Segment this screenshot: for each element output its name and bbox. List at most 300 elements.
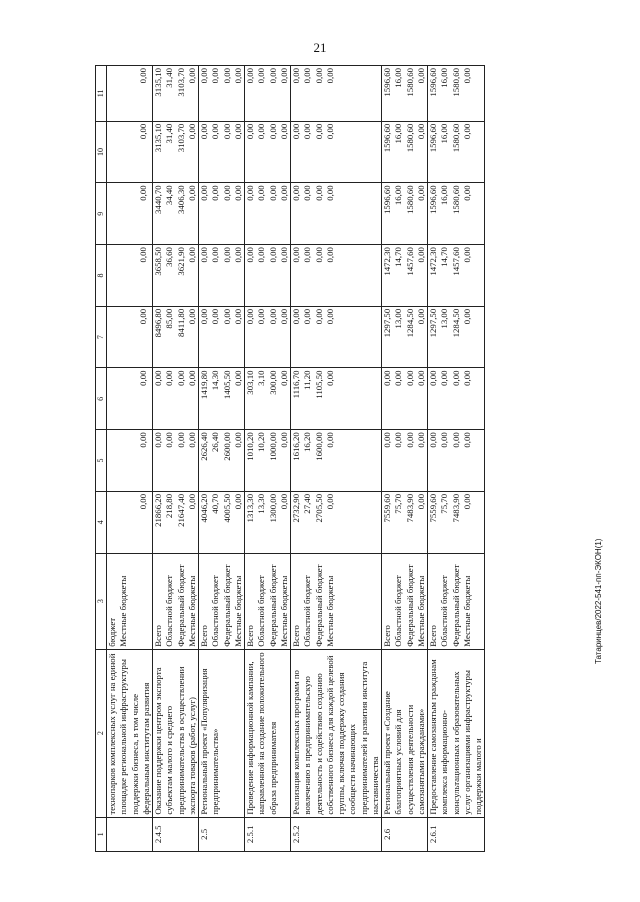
value: 0,00 bbox=[461, 123, 472, 140]
value: 0,00 bbox=[175, 432, 186, 448]
value: 0,00 bbox=[450, 432, 461, 448]
value: 21866,20 bbox=[153, 493, 164, 527]
value: 2732,90 bbox=[291, 493, 302, 523]
value: 31,40 bbox=[164, 68, 175, 88]
row-name: Предоставление самозанятым гражданам комплекса информационно-консультационных и образовательных услуг организациями инфраструктуры поддержки малого и bbox=[428, 649, 485, 817]
value: 0,00 bbox=[461, 247, 472, 263]
value-cell bbox=[291, 430, 382, 492]
table-row bbox=[199, 66, 245, 852]
funding-source-label: Местные бюджеты bbox=[415, 575, 426, 647]
value-cell bbox=[382, 306, 428, 368]
value-cell bbox=[382, 66, 428, 122]
value-cell bbox=[107, 430, 153, 492]
value: 13,00 bbox=[393, 308, 404, 329]
value-cell bbox=[382, 183, 428, 245]
value: 1010,20 bbox=[245, 432, 256, 461]
value: 0,00 bbox=[382, 432, 393, 448]
value: 3135,10 bbox=[153, 123, 164, 153]
value: 0,00 bbox=[461, 432, 472, 448]
value-cell bbox=[153, 121, 199, 183]
value-cell bbox=[428, 66, 485, 122]
value: 1457,60 bbox=[404, 247, 415, 276]
funding-source-label: Местные бюджеты bbox=[278, 575, 289, 647]
value: 0,00 bbox=[153, 370, 164, 386]
value-cell bbox=[428, 245, 485, 307]
value-cell bbox=[428, 491, 485, 553]
value: 0,00 bbox=[302, 247, 313, 263]
funding-source-label: Местные бюджеты bbox=[324, 575, 335, 647]
table-row bbox=[428, 66, 485, 852]
value: 0,00 bbox=[138, 370, 149, 386]
value-cell bbox=[153, 66, 199, 122]
value: 1580,60 bbox=[450, 185, 461, 214]
value: 7483,90 bbox=[450, 493, 461, 523]
value: 0,00 bbox=[256, 308, 267, 325]
value: 0,00 bbox=[267, 68, 278, 84]
col-num: 10 bbox=[96, 121, 107, 183]
value: 0,00 bbox=[278, 370, 289, 386]
value: 0,00 bbox=[415, 68, 426, 84]
value: 1600,00 bbox=[313, 432, 324, 461]
col-num: 9 bbox=[96, 183, 107, 245]
value: 16,00 bbox=[393, 185, 404, 206]
value-cell bbox=[153, 491, 199, 553]
value: 0,00 bbox=[461, 493, 472, 510]
value-cell bbox=[245, 430, 291, 492]
row-id: 2.5 bbox=[199, 817, 245, 851]
value: 0,00 bbox=[199, 123, 210, 140]
value: 1313,30 bbox=[245, 493, 256, 523]
value: 26,40 bbox=[210, 432, 221, 452]
value: 0,00 bbox=[291, 68, 302, 84]
value-cell bbox=[245, 121, 291, 183]
value: 0,00 bbox=[232, 308, 243, 325]
value: 0,00 bbox=[245, 68, 256, 84]
funding-sources bbox=[153, 553, 199, 649]
value: 0,00 bbox=[232, 432, 243, 448]
value: 14,70 bbox=[393, 247, 404, 267]
funding-source-label: Областной бюджет bbox=[164, 575, 175, 647]
value: 1472,30 bbox=[382, 247, 393, 276]
funding-source-label: Местные бюджеты bbox=[461, 575, 472, 647]
value: 0,00 bbox=[313, 68, 324, 84]
funding-source-label: Местные бюджеты bbox=[232, 575, 243, 647]
value: 0,00 bbox=[313, 185, 324, 201]
row-id: 2.5.2 bbox=[291, 817, 382, 851]
value: 40,70 bbox=[210, 493, 221, 514]
value: 0,00 bbox=[461, 68, 472, 84]
funding-source-label: Областной бюджет bbox=[393, 575, 404, 647]
funding-source-label: бюджет bbox=[107, 617, 118, 647]
value: 1297,50 bbox=[382, 308, 393, 338]
value-cell bbox=[107, 245, 153, 307]
value: 1580,60 bbox=[450, 123, 461, 153]
funding-source-label: Областной бюджет bbox=[302, 575, 313, 647]
value: 0,00 bbox=[278, 432, 289, 448]
value: 0,00 bbox=[267, 185, 278, 201]
value: 3,10 bbox=[256, 370, 267, 386]
value: 0,00 bbox=[278, 493, 289, 510]
value: 1284,50 bbox=[450, 308, 461, 338]
value: 0,00 bbox=[278, 123, 289, 140]
value-cell bbox=[428, 121, 485, 183]
col-num: 1 bbox=[96, 817, 107, 851]
value: 3103,70 bbox=[175, 123, 186, 153]
value-cell bbox=[428, 430, 485, 492]
value: 16,20 bbox=[302, 432, 313, 452]
value: 0,00 bbox=[278, 308, 289, 325]
value-cell bbox=[291, 368, 382, 430]
value: 0,00 bbox=[382, 370, 393, 386]
value bbox=[107, 432, 118, 489]
value: 0,00 bbox=[415, 370, 426, 386]
value: 0,00 bbox=[278, 185, 289, 201]
document-code: Татаринцев/2022-541-пп-ЭКОН(1) bbox=[594, 538, 603, 664]
value: 1596,60 bbox=[428, 123, 439, 153]
funding-source-label: Всего bbox=[291, 625, 302, 647]
value: 0,00 bbox=[302, 68, 313, 84]
value: 0,00 bbox=[439, 432, 450, 448]
value: 0,00 bbox=[428, 432, 439, 448]
value: 16,00 bbox=[393, 68, 404, 88]
value: 1105,50 bbox=[313, 370, 324, 399]
col-num: 3 bbox=[96, 553, 107, 649]
value-cell bbox=[382, 245, 428, 307]
value: 2626,40 bbox=[199, 432, 210, 461]
value: 0,00 bbox=[461, 370, 472, 386]
value: 7483,90 bbox=[404, 493, 415, 523]
value-cell bbox=[291, 306, 382, 368]
value: 75,70 bbox=[439, 493, 450, 514]
value: 0,00 bbox=[210, 123, 221, 140]
funding-source-label: Федеральный бюджет bbox=[404, 564, 415, 647]
value: 0,00 bbox=[256, 247, 267, 263]
value: 0,00 bbox=[291, 185, 302, 201]
value: 3103,70 bbox=[175, 68, 186, 97]
value: 0,00 bbox=[291, 308, 302, 325]
value: 85,00 bbox=[164, 308, 175, 329]
value: 1300,00 bbox=[267, 493, 278, 523]
value: 0,00 bbox=[232, 123, 243, 140]
funding-source-label: Областной бюджет bbox=[210, 575, 221, 647]
col-num: 7 bbox=[96, 306, 107, 368]
value: 7559,60 bbox=[382, 493, 393, 523]
value: 0,00 bbox=[324, 308, 335, 325]
value: 1580,60 bbox=[404, 123, 415, 153]
funding-source-label: Местные бюджеты bbox=[118, 575, 129, 647]
value-cell bbox=[199, 430, 245, 492]
column-number-row bbox=[96, 66, 107, 852]
value: 1596,60 bbox=[382, 123, 393, 153]
value-cell bbox=[291, 491, 382, 553]
value: 0,00 bbox=[291, 247, 302, 263]
value: 0,00 bbox=[324, 247, 335, 263]
funding-sources bbox=[245, 553, 291, 649]
value-cell bbox=[245, 306, 291, 368]
value-cell bbox=[107, 183, 153, 245]
value: 1580,60 bbox=[404, 68, 415, 97]
value: 0,00 bbox=[256, 68, 267, 84]
value: 16,00 bbox=[439, 68, 450, 88]
page-number: 21 bbox=[313, 40, 327, 55]
value-cell bbox=[245, 66, 291, 122]
value: 0,00 bbox=[186, 185, 197, 201]
value: 0,00 bbox=[186, 247, 197, 263]
value: 0,00 bbox=[232, 493, 243, 510]
value-cell bbox=[153, 245, 199, 307]
row-id: 2.4.5 bbox=[153, 817, 199, 851]
value-cell bbox=[428, 306, 485, 368]
value: 0,00 bbox=[164, 432, 175, 448]
funding-source-label: Областной бюджет bbox=[256, 575, 267, 647]
col-num: 5 bbox=[96, 430, 107, 492]
budget-table bbox=[95, 65, 485, 852]
value: 10,20 bbox=[256, 432, 267, 452]
funding-source-label: Федеральный бюджет bbox=[313, 564, 324, 647]
row-id: 2.6 bbox=[382, 817, 428, 851]
value: 0,00 bbox=[245, 185, 256, 201]
value: 1419,80 bbox=[199, 370, 210, 400]
value: 16,00 bbox=[439, 123, 450, 144]
value-cell bbox=[428, 368, 485, 430]
value: 0,00 bbox=[210, 68, 221, 84]
value: 1596,60 bbox=[382, 185, 393, 214]
value: 0,00 bbox=[199, 308, 210, 325]
value: 1000,00 bbox=[267, 432, 278, 461]
value: 7559,60 bbox=[428, 493, 439, 523]
value: 0,00 bbox=[256, 185, 267, 201]
value: 0,00 bbox=[210, 247, 221, 263]
value: 0,00 bbox=[313, 123, 324, 140]
value: 0,00 bbox=[221, 123, 232, 140]
value: 14,70 bbox=[439, 247, 450, 267]
funding-source-label: Всего bbox=[153, 625, 164, 647]
row-id bbox=[107, 817, 153, 851]
value: 0,00 bbox=[267, 247, 278, 263]
value: 3658,50 bbox=[153, 247, 164, 276]
funding-source-label: Местные бюджеты bbox=[186, 575, 197, 647]
value: 0,00 bbox=[302, 123, 313, 140]
value: 0,00 bbox=[267, 123, 278, 140]
value: 2600,00 bbox=[221, 432, 232, 461]
value bbox=[107, 309, 118, 366]
value: 1457,60 bbox=[450, 247, 461, 276]
value: 0,00 bbox=[415, 123, 426, 140]
value: 1580,60 bbox=[404, 185, 415, 214]
value: 0,00 bbox=[138, 493, 149, 510]
value: 0,00 bbox=[175, 370, 186, 386]
value: 0,00 bbox=[232, 68, 243, 84]
value: 0,00 bbox=[415, 247, 426, 263]
value-cell bbox=[291, 121, 382, 183]
value: 0,00 bbox=[428, 370, 439, 386]
funding-sources bbox=[199, 553, 245, 649]
value: 0,00 bbox=[415, 308, 426, 325]
funding-source-label: Федеральный бюджет bbox=[221, 564, 232, 647]
funding-source-label: Областной бюджет bbox=[439, 575, 450, 647]
value: 0,00 bbox=[186, 68, 197, 84]
row-name: Региональный проект «Создание благоприятных условий для осуществления деятельности самозанятыми гражданами» bbox=[382, 649, 428, 817]
col-num: 8 bbox=[96, 245, 107, 307]
value: 14,30 bbox=[210, 370, 221, 391]
value: 8496,80 bbox=[153, 308, 164, 338]
value: 0,00 bbox=[461, 308, 472, 325]
value: 0,00 bbox=[415, 493, 426, 510]
value-cell bbox=[291, 183, 382, 245]
value: 0,00 bbox=[221, 308, 232, 325]
value: 11,20 bbox=[302, 370, 313, 390]
value: 0,00 bbox=[199, 247, 210, 263]
value: 0,00 bbox=[324, 493, 335, 510]
value-cell bbox=[199, 121, 245, 183]
value: 0,00 bbox=[256, 123, 267, 140]
row-name: Оказание поддержки центром экспорта субъектам малого и среднего предпринимательства в осуществлении экспорта товаров (работ, услуг) bbox=[153, 649, 199, 817]
value: 0,00 bbox=[232, 185, 243, 201]
value: 0,00 bbox=[221, 185, 232, 201]
value: 0,00 bbox=[324, 123, 335, 140]
value: 0,00 bbox=[210, 185, 221, 201]
value: 300,00 bbox=[267, 370, 278, 395]
value bbox=[107, 247, 118, 304]
value: 0,00 bbox=[324, 370, 335, 386]
value-cell bbox=[382, 430, 428, 492]
funding-source-label: Федеральный бюджет bbox=[267, 564, 278, 647]
value-cell bbox=[107, 491, 153, 553]
col-num: 6 bbox=[96, 368, 107, 430]
value: 13,30 bbox=[256, 493, 267, 514]
value: 1616,20 bbox=[291, 432, 302, 461]
value: 1284,50 bbox=[404, 308, 415, 338]
value: 0,00 bbox=[415, 432, 426, 448]
value-cell bbox=[382, 368, 428, 430]
value: 0,00 bbox=[278, 68, 289, 84]
value-cell bbox=[245, 491, 291, 553]
value: 0,00 bbox=[324, 68, 335, 84]
value-cell bbox=[199, 306, 245, 368]
value: 16,00 bbox=[393, 123, 404, 144]
table-body bbox=[107, 66, 485, 852]
value-cell bbox=[291, 245, 382, 307]
value-cell bbox=[199, 368, 245, 430]
value: 0,00 bbox=[186, 123, 197, 140]
value: 0,00 bbox=[232, 370, 243, 386]
row-name: технопарков комплексных услуг на единой площадке региональной инфраструктуры поддержки бизнеса, в том числе федеральным институтам развития bbox=[107, 649, 153, 817]
table-row bbox=[107, 66, 153, 852]
value: 0,00 bbox=[153, 432, 164, 448]
value: 0,00 bbox=[138, 185, 149, 201]
value: 0,00 bbox=[461, 185, 472, 201]
value: 0,00 bbox=[138, 247, 149, 263]
value-cell bbox=[153, 368, 199, 430]
table-row bbox=[245, 66, 291, 852]
funding-sources bbox=[291, 553, 382, 649]
value: 0,00 bbox=[138, 68, 149, 84]
value: 0,00 bbox=[138, 308, 149, 325]
value bbox=[107, 68, 118, 119]
value: 303,10 bbox=[245, 370, 256, 395]
value: 36,60 bbox=[164, 247, 175, 267]
value-cell bbox=[199, 245, 245, 307]
value: 0,00 bbox=[267, 308, 278, 325]
value-cell bbox=[153, 306, 199, 368]
value: 0,00 bbox=[186, 308, 197, 325]
value: 0,00 bbox=[199, 68, 210, 84]
value: 75,70 bbox=[393, 493, 404, 514]
funding-sources bbox=[382, 553, 428, 649]
value: 0,00 bbox=[221, 247, 232, 263]
value: 2705,50 bbox=[313, 493, 324, 523]
col-num: 2 bbox=[96, 649, 107, 817]
value: 0,00 bbox=[404, 432, 415, 448]
value: 0,00 bbox=[439, 370, 450, 386]
value: 1580,60 bbox=[450, 68, 461, 97]
funding-source-label: Федеральный бюджет bbox=[175, 564, 186, 647]
value: 0,00 bbox=[210, 308, 221, 325]
value: 0,00 bbox=[164, 370, 175, 386]
funding-source-label: Федеральный бюджет bbox=[450, 564, 461, 647]
col-num: 11 bbox=[96, 66, 107, 122]
funding-source-label: Всего bbox=[245, 625, 256, 647]
value: 0,00 bbox=[324, 432, 335, 448]
value: 21647,40 bbox=[175, 493, 186, 527]
value bbox=[107, 370, 118, 427]
value-cell bbox=[153, 183, 199, 245]
value: 0,00 bbox=[393, 370, 404, 386]
table-row bbox=[153, 66, 199, 852]
value: 0,00 bbox=[404, 370, 415, 386]
value: 1297,50 bbox=[428, 308, 439, 338]
value: 218,80 bbox=[164, 493, 175, 519]
value-cell bbox=[291, 66, 382, 122]
value: 0,00 bbox=[313, 308, 324, 325]
value-cell bbox=[107, 66, 153, 122]
value-cell bbox=[107, 121, 153, 183]
value: 16,00 bbox=[439, 185, 450, 206]
value: 1472,30 bbox=[428, 247, 439, 276]
value: 0,00 bbox=[199, 185, 210, 201]
value: 1596,60 bbox=[428, 68, 439, 97]
table-row bbox=[291, 66, 382, 852]
value-cell bbox=[199, 491, 245, 553]
funding-source-label: Всего bbox=[199, 625, 210, 647]
value: 8411,80 bbox=[175, 308, 186, 338]
value-cell bbox=[382, 491, 428, 553]
funding-sources bbox=[107, 553, 153, 649]
value: 0,00 bbox=[324, 185, 335, 201]
value-cell bbox=[382, 121, 428, 183]
funding-sources bbox=[428, 553, 485, 649]
value: 0,00 bbox=[450, 370, 461, 386]
value: 34,40 bbox=[164, 185, 175, 206]
row-id: 2.6.1 bbox=[428, 817, 485, 851]
value: 0,00 bbox=[302, 185, 313, 201]
value: 0,00 bbox=[186, 493, 197, 510]
value: 3440,70 bbox=[153, 185, 164, 214]
value: 31,40 bbox=[164, 123, 175, 144]
funding-source-label: Всего bbox=[382, 625, 393, 647]
value-cell bbox=[428, 183, 485, 245]
value-cell bbox=[107, 368, 153, 430]
value: 0,00 bbox=[415, 185, 426, 201]
row-name: Региональный проект «Популяризация предпринимательства» bbox=[199, 649, 245, 817]
value bbox=[107, 185, 118, 242]
value: 0,00 bbox=[186, 370, 197, 386]
row-name: Проведение информационной кампании, направленной на создание положительного образа предпринимателя bbox=[245, 649, 291, 817]
row-name: Реализация комплексных программ по вовлечению в предпринимательскую деятельность и содействию созданию собственного бизнеса для каждой целевой группы, включая поддержку создания сообществ начинающих предпринимателей и развития института наставничества bbox=[291, 649, 382, 817]
value: 0,00 bbox=[138, 432, 149, 448]
value: 0,00 bbox=[245, 247, 256, 263]
row-id: 2.5.1 bbox=[245, 817, 291, 851]
